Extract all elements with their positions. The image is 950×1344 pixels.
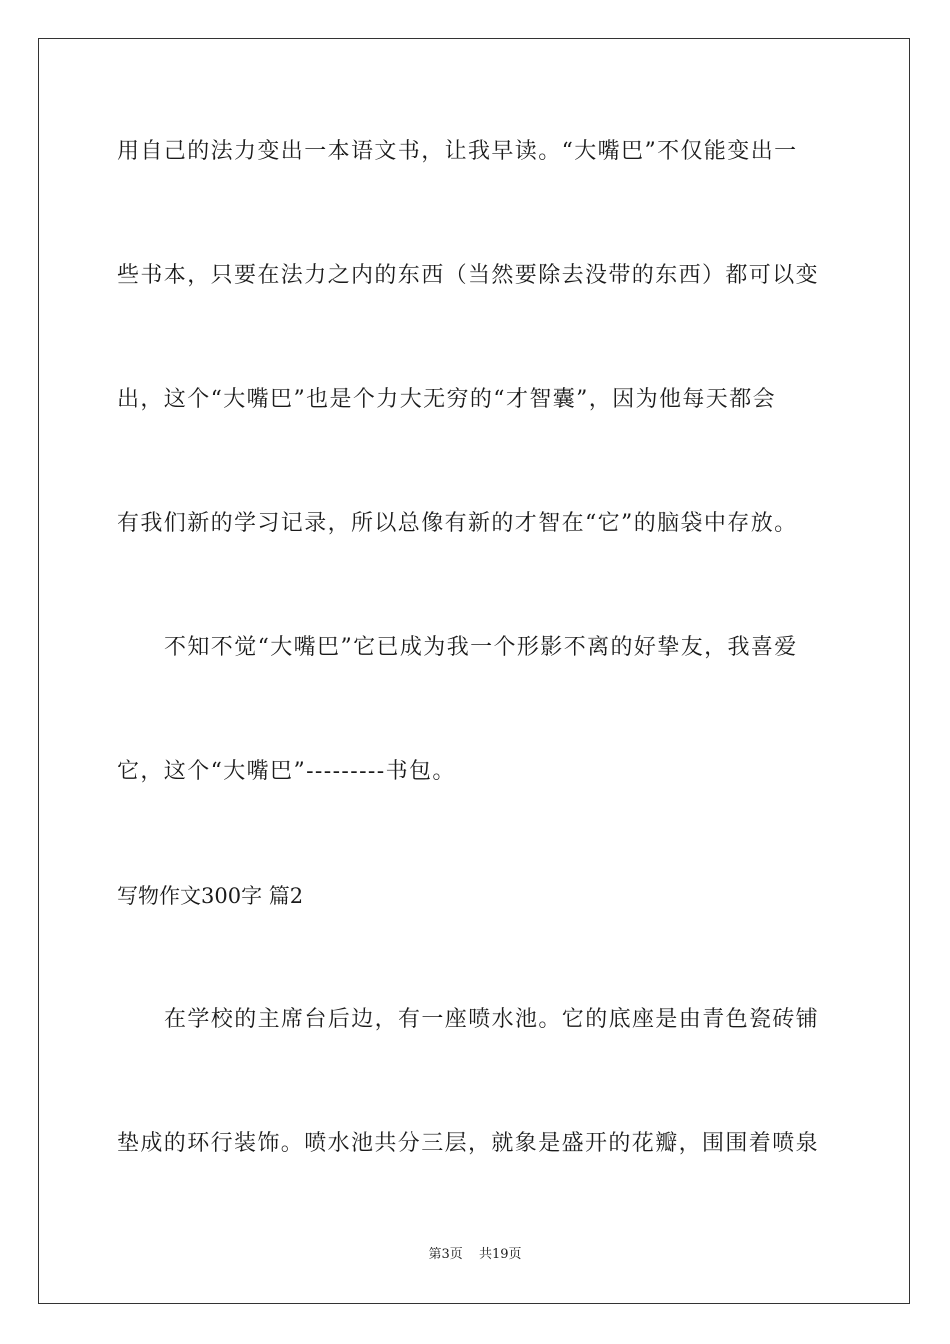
page-total: 共19页 [478,1247,522,1262]
body-line-5: 不知不觉“大嘴巴”它已成为我一个形影不离的好挚友，我喜爱 [164,635,798,660]
body-line-8: 垫成的环行装饰。喷水池共分三层，就象是盛开的花瓣，围围着喷泉 [117,1131,820,1156]
page-number: 第3页 [428,1247,463,1262]
page-border [38,38,910,1304]
page-footer [0,1246,950,1264]
section-heading: 写物作文300字 篇2 [117,884,304,908]
body-line-1: 用自己的法力变出一本语文书，让我早读。“大嘴巴”不仅能变出一 [117,139,798,164]
body-line-7: 在学校的主席台后边，有一座喷水池。它的底座是由青色瓷砖铺 [164,1007,820,1032]
body-line-6: 它，这个“大嘴巴”---------书包。 [117,759,456,784]
body-line-2: 些书本，只要在法力之内的东西（当然要除去没带的东西）都可以变 [117,263,820,288]
body-line-4: 有我们新的学习记录，所以总像有新的才智在“它”的脑袋中存放。 [117,511,798,536]
body-line-3: 出，这个“大嘴巴”也是个力大无穷的“才智囊”，因为他每天都会 [117,387,776,412]
